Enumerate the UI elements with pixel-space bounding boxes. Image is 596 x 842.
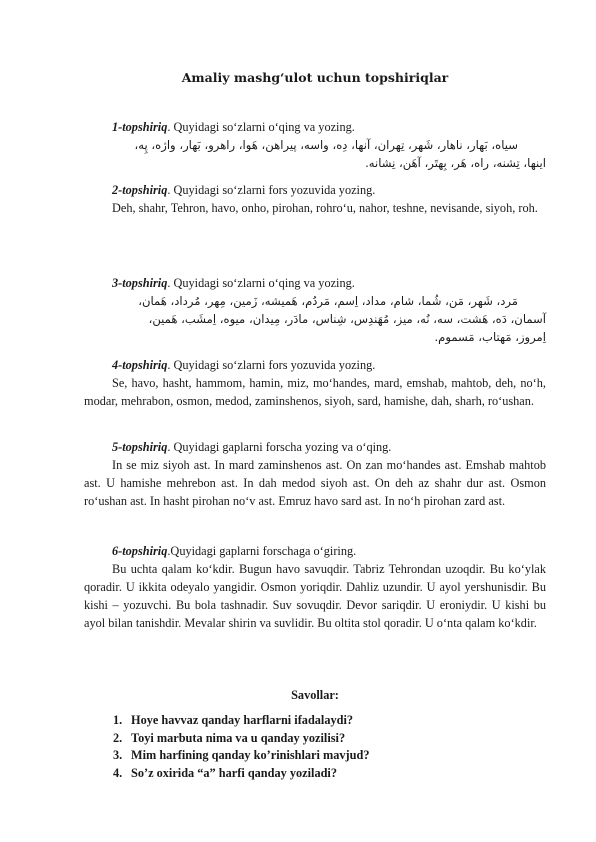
persian-line: اِمروز، مَهتاب، مَسموم. <box>434 330 546 344</box>
task-heading <box>84 274 546 292</box>
persian-line: آسمان، دَه، هَشت، سه، نُه، میز، مُهَندِس، شِناس، مادَر، مِیدان، میوه، اِمشَب، هَمین، <box>148 312 546 326</box>
task-heading <box>84 181 546 199</box>
task-heading <box>84 356 546 374</box>
question-item <box>113 765 546 783</box>
task-body: Deh, shahr, Tehron, havo, onho, pirohan, rohro‘u, nahor, teshne, nevisande, siyoh, roh. <box>112 201 538 215</box>
task-body: Bu uchta qalam ko‘kdir. Bugun havo savuqdir. Tabriz Tehrondan uzoqdir. Bu ko‘ylak qoradir. U ikkita odeyalo yangidir. Osmon yoriqdir. Dahliz uzundir. U ayol yershunisdir. Bu kishi – yozuvchi. Bu bola tashnadir. Suv sovuqdir. Devor sariqdir. U eroniydir. U kishi bu ayol bilan tanishdir. Mevalar shirin va suvlidir. Bu oltita stol qoradir. U o‘nta qalam ko‘kdir. <box>84 562 546 630</box>
question-text: So’z oxirida “a” harfi qanday yoziladi? <box>131 765 337 780</box>
question-number: 3. <box>113 748 123 763</box>
task-label: 6-topshiriq <box>112 544 168 558</box>
question-item <box>113 730 546 748</box>
task-2 <box>84 181 546 217</box>
question-text: Mim harfining qanday ko’rinishlari mavjud? <box>131 748 370 763</box>
question-number: 2. <box>113 730 123 745</box>
question-text: Hoye havvaz qanday harflarni ifadalaydi? <box>131 713 354 727</box>
task-instruction: . Quyidagi so‘zlarni o‘qing va yozing. <box>167 276 355 290</box>
task-4 <box>84 356 546 410</box>
task-body: In se miz siyoh ast. In mard zaminshenos ast. On zan mo‘handes ast. Emshab mahtob ast. U hamishe mehrebon ast. In dah medod siyoh ast. On deh az shahr dur ast. Osmon ro‘ushan ast. In hasht pirohan no‘v ast. Emruz havo sard ast. In no‘h pirohan zard ast. <box>84 458 546 508</box>
question-text: Toyi marbuta nima va u qanday yozilisi? <box>131 730 346 745</box>
task-1 <box>84 118 546 172</box>
task-heading <box>84 118 546 136</box>
questions-title: Savollar: <box>291 688 339 702</box>
persian-line: اینها، تِشنه، راه، هَر، بِهتَر، آهَن، نِشانه. <box>365 156 546 170</box>
task-label: 4-topshiriq <box>112 358 168 372</box>
task-heading <box>84 542 546 560</box>
task-instruction: .Quyidagi gaplarni forschaga o‘giring. <box>167 544 357 558</box>
task-3 <box>84 274 546 346</box>
question-number: 4. <box>113 765 123 780</box>
task-label: 5-topshiriq <box>112 440 168 454</box>
task-heading <box>84 438 546 456</box>
persian-line: مَرد، شَهر، مَن، شُما، شام، مداد، اِسم، مَردُم، هَمیشه، زَمین، مِهر، مُرداد، هَمان، <box>138 294 518 308</box>
persian-line: سیاه، بَهار، ناهار، شَهر، تِهران، آنها، دِه، واسه، پیراهن، هَوا، راهرو، بَهار، واژه، پِه، <box>134 138 518 152</box>
task-instruction: . Quyidagi so‘zlarni fors yozuvida yozing. <box>167 183 376 197</box>
page-title: Amaliy mashg‘ulot uchun topshiriqlar <box>181 70 449 85</box>
task-label: 1-topshiriq <box>112 120 168 134</box>
question-item <box>113 747 546 765</box>
question-number: 1. <box>113 713 123 727</box>
task-instruction: . Quyidagi so‘zlarni fors yozuvida yozing. <box>167 358 376 372</box>
question-item <box>113 712 546 730</box>
task-label: 2-topshiriq <box>112 183 168 197</box>
task-instruction: . Quyidagi so‘zlarni o‘qing va yozing. <box>167 120 355 134</box>
task-5 <box>84 438 546 510</box>
task-body: Se, havo, hasht, hammom, hamin, miz, mo‘handes, mard, emshab, mahtob, deh, no‘h, modar, mehrabon, osmon, medod, zaminshenos, siyoh, sard, hamishe, dah, sharh, ro‘ushan. <box>84 376 546 408</box>
task-6 <box>84 542 546 632</box>
task-label: 3-topshiriq <box>112 276 168 290</box>
questions-list <box>113 712 546 782</box>
task-instruction: . Quyidagi gaplarni forscha yozing va o‘qing. <box>167 440 392 454</box>
